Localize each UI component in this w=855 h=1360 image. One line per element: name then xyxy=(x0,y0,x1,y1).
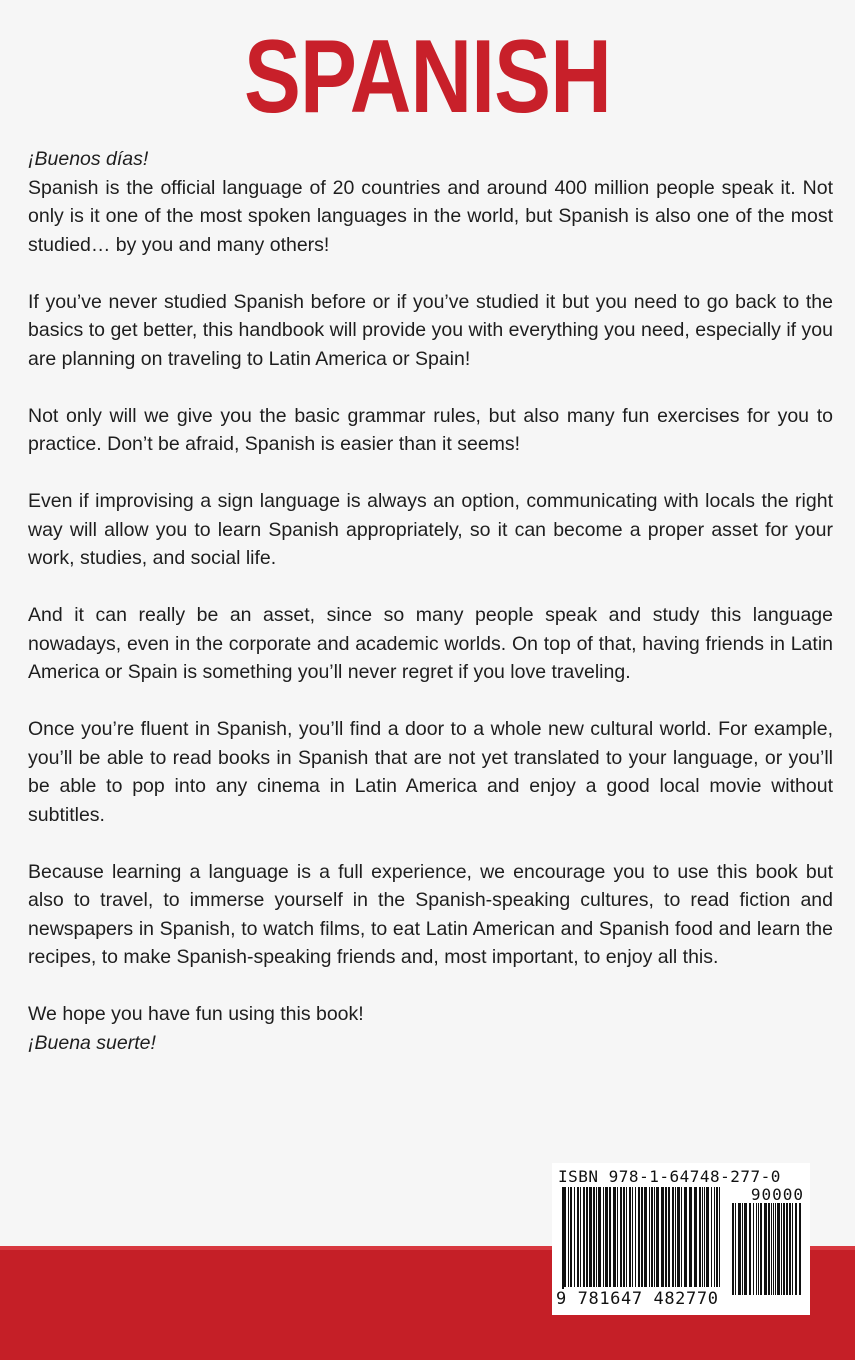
barcode-bar xyxy=(702,1187,703,1287)
addon-barcode-bar xyxy=(786,1203,788,1295)
barcode-bar xyxy=(638,1187,640,1287)
paragraph-6: Once you’re fluent in Spanish, you’ll find a door to a whole new cultural world. For example, you’ll be able to read books in Spanish that are not yet translated to your language, or you’ll be able to pop into any cinema in Latin America and enjoy a good local movie without subtitles. xyxy=(28,718,833,826)
book-title: SPANISH xyxy=(243,19,612,135)
barcode-bar xyxy=(677,1187,680,1287)
addon-barcode-bar xyxy=(799,1203,801,1295)
barcode-bar xyxy=(620,1187,622,1287)
barcode-bar xyxy=(668,1187,670,1287)
paragraph-4: Even if improvising a sign language is always an option, communicating with locals the right way will allow you to learn Spanish appropriately, so it can become a proper asset for your work, studies, and social life. xyxy=(28,490,833,569)
back-cover-blurb xyxy=(28,145,833,1086)
barcode-bar xyxy=(596,1187,597,1287)
price-code: 90000 xyxy=(750,1185,804,1204)
barcode-bar xyxy=(694,1187,697,1287)
closing-line: We hope you have fun using this book! xyxy=(28,1003,364,1025)
barcode-bar xyxy=(617,1187,618,1287)
barcode-bar xyxy=(574,1187,575,1287)
barcode-bar xyxy=(672,1187,674,1287)
barcode-bar xyxy=(580,1187,581,1287)
barcode-bar xyxy=(626,1187,627,1287)
barcode-bar xyxy=(704,1187,705,1287)
addon-barcode-bar xyxy=(795,1203,797,1295)
addon-barcode-bar xyxy=(760,1203,762,1295)
barcode-bar xyxy=(699,1187,701,1287)
barcode-bar xyxy=(609,1187,611,1287)
addon-barcode-bar xyxy=(758,1203,759,1295)
addon-barcode-bar xyxy=(738,1203,741,1295)
barcode-bar xyxy=(593,1187,595,1287)
addon-barcode-bar xyxy=(773,1203,774,1295)
barcode-digits: 9 781647 482770 xyxy=(556,1289,719,1309)
barcode-bar xyxy=(684,1187,687,1287)
barcode-bar xyxy=(583,1187,585,1287)
barcode-guard-bar xyxy=(562,1187,564,1295)
barcode-bar xyxy=(629,1187,631,1287)
addon-barcode-bar xyxy=(792,1203,793,1295)
barcode-bar xyxy=(632,1187,633,1287)
barcode-bar xyxy=(649,1187,650,1287)
paragraph-5: And it can really be an asset, since so many people speak and study this language nowadays, even in the corporate and academic worlds. On top of that, having friends in Latin America or Spain is something you’ll never regret if you love traveling. xyxy=(28,604,833,683)
paragraph-7: Because learning a language is a full experience, we encourage you to use this book but also to travel, to immerse yourself in the Spanish-speaking cultures, to read fiction and newspapers in Spanish, to watch films, to eat Latin American and Spanish food and learn the recipes, to make Spanish-speaking friends and, most important, to enjoy all this. xyxy=(28,860,833,968)
barcode-bar xyxy=(711,1187,712,1287)
barcode-bar xyxy=(635,1187,636,1287)
paragraph-3: Not only will we give you the basic grammar rules, but also many fun exercises for you to practice. Don’t be afraid, Spanish is easier than it seems! xyxy=(28,404,833,455)
barcode-bar xyxy=(623,1187,625,1287)
barcode-bar xyxy=(605,1187,608,1287)
barcode-bar xyxy=(716,1187,718,1287)
addon-barcode-bar xyxy=(768,1203,770,1295)
paragraph-1: Spanish is the official language of 20 countries and around 400 million people speak it. Not only is it one of the most spoken languages in the world, but Spanish is also one of the most studied… by you and many others! xyxy=(28,176,833,256)
barcode-bar xyxy=(689,1187,692,1287)
barcode-bar xyxy=(651,1187,653,1287)
barcode-bar xyxy=(586,1187,588,1287)
barcode-bar xyxy=(656,1187,659,1287)
addon-barcode-bar xyxy=(753,1203,754,1295)
barcode-bar xyxy=(564,1187,566,1287)
addon-barcode-bar xyxy=(777,1203,780,1295)
barcode-bar xyxy=(577,1187,579,1287)
barcode-bar xyxy=(719,1187,720,1287)
barcode-bar xyxy=(598,1187,601,1287)
addon-barcode-bar xyxy=(735,1203,736,1295)
barcode-bar xyxy=(613,1187,616,1287)
isbn-barcode xyxy=(552,1163,810,1315)
barcode-bar xyxy=(570,1187,572,1287)
barcode-bar xyxy=(665,1187,667,1287)
isbn-label: ISBN 978-1-64748-277-0 xyxy=(558,1167,781,1186)
barcode-bar xyxy=(603,1187,604,1287)
barcode-bar xyxy=(706,1187,709,1287)
barcode-bar xyxy=(661,1187,664,1287)
addon-barcode-bar xyxy=(771,1203,772,1295)
addon-barcode-bar xyxy=(775,1203,776,1295)
barcode-bar xyxy=(568,1187,569,1287)
barcode-bar xyxy=(644,1187,647,1287)
greeting: ¡Buenos días! xyxy=(28,148,149,170)
barcode-bar xyxy=(654,1187,655,1287)
addon-barcode-bar xyxy=(783,1203,785,1295)
addon-barcode-bar xyxy=(732,1203,734,1295)
addon-barcode-bar xyxy=(789,1203,791,1295)
paragraph-2: If you’ve never studied Spanish before or if you’ve studied it but you need to go back to the basics to get better, this handbook will provide you with everything you need, especially if you are planning on traveling to Latin America or Spain! xyxy=(28,290,833,370)
barcode-bar xyxy=(714,1187,715,1287)
addon-barcode-bar xyxy=(781,1203,782,1295)
addon-barcode-bar xyxy=(742,1203,743,1295)
barcode-bar xyxy=(589,1187,592,1287)
sign-off: ¡Buena suerte! xyxy=(28,1031,156,1054)
addon-barcode-bar xyxy=(744,1203,747,1295)
barcode-bar xyxy=(675,1187,676,1287)
addon-barcode-bar xyxy=(749,1203,751,1295)
barcode-bar xyxy=(681,1187,682,1287)
addon-barcode-bar xyxy=(756,1203,757,1295)
addon-barcode-bar xyxy=(764,1203,767,1295)
barcode-bar xyxy=(641,1187,643,1287)
